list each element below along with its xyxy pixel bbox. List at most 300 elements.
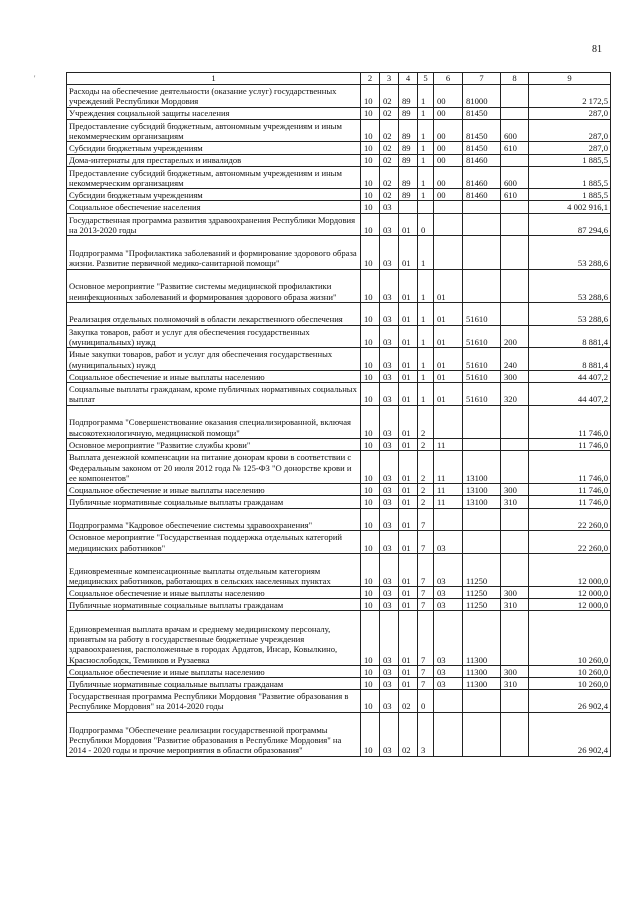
table-row	[67, 553, 611, 586]
row-code-cell: 03	[380, 599, 399, 611]
row-code-cell: 1	[418, 302, 434, 325]
row-name-cell: Основное мероприятие "Государственная поддержка отдельных категорий медицинских работников"	[67, 531, 361, 554]
row-code-cell	[501, 451, 529, 484]
row-amount-cell: 26 902,4	[529, 690, 611, 713]
row-code-cell: 01	[399, 302, 418, 325]
row-code-cell	[463, 236, 501, 269]
row-code-cell: 1	[418, 189, 434, 201]
row-name-cell: Единовременная выплата врачам и среднему медицинскому персоналу, принятым на работу в государственные бюджетные учреждения здравоохранения, расположенные в городах Ардатов, Инсар, Ковылкино, Краснослободск, Темников и Рузаевка	[67, 611, 361, 666]
row-code-cell: 01	[399, 438, 418, 450]
row-code-cell: 51610	[463, 302, 501, 325]
table-row	[67, 484, 611, 496]
row-code-cell: 10	[361, 587, 380, 599]
row-code-cell: 10	[361, 553, 380, 586]
column-header: 3	[380, 73, 399, 85]
row-code-cell: 10	[361, 405, 380, 438]
row-code-cell: 03	[434, 531, 463, 554]
row-code-cell: 1	[418, 382, 434, 405]
row-code-cell: 03	[380, 370, 399, 382]
table-body	[67, 85, 611, 757]
row-amount-cell: 1 885,5	[529, 189, 611, 201]
row-code-cell	[434, 508, 463, 531]
row-code-cell: 01	[434, 269, 463, 302]
row-code-cell: 10	[361, 370, 380, 382]
row-name-cell: Подпрограмма "Совершенствование оказания специализированной, включая высокотехнологичную, медицинской помощи"	[67, 405, 361, 438]
row-code-cell: 02	[399, 712, 418, 756]
row-code-cell: 600	[501, 166, 529, 189]
row-code-cell: 51610	[463, 325, 501, 348]
row-code-cell: 89	[399, 166, 418, 189]
row-code-cell: 10	[361, 508, 380, 531]
row-code-cell: 03	[434, 553, 463, 586]
row-amount-cell: 44 407,2	[529, 382, 611, 405]
column-header: 1	[67, 73, 361, 85]
row-name-cell: Социальное обеспечение населения	[67, 201, 361, 213]
row-code-cell: 01	[399, 213, 418, 236]
row-code-cell: 03	[434, 599, 463, 611]
row-code-cell: 01	[399, 370, 418, 382]
row-code-cell: 10	[361, 302, 380, 325]
row-code-cell: 13100	[463, 496, 501, 508]
row-code-cell	[501, 302, 529, 325]
table-row	[67, 587, 611, 599]
row-amount-cell: 53 288,6	[529, 236, 611, 269]
row-name-cell: Социальное обеспечение и иные выплаты населению	[67, 484, 361, 496]
row-code-cell: 10	[361, 236, 380, 269]
row-code-cell: 81460	[463, 154, 501, 166]
row-code-cell	[434, 690, 463, 713]
row-code-cell: 03	[380, 531, 399, 554]
row-code-cell: 03	[380, 213, 399, 236]
row-code-cell: 81000	[463, 85, 501, 108]
table-row	[67, 451, 611, 484]
row-code-cell: 2	[418, 451, 434, 484]
row-code-cell	[501, 438, 529, 450]
table-row	[67, 382, 611, 405]
column-header: 7	[463, 73, 501, 85]
row-amount-cell: 1 885,5	[529, 166, 611, 189]
row-code-cell: 1	[418, 142, 434, 154]
row-code-cell: 1	[418, 119, 434, 142]
row-code-cell: 3	[418, 712, 434, 756]
row-code-cell: 02	[380, 166, 399, 189]
row-code-cell: 01	[399, 531, 418, 554]
row-amount-cell: 1 885,5	[529, 154, 611, 166]
table-row	[67, 142, 611, 154]
row-name-cell: Социальные выплаты гражданам, кроме публичных нормативных социальных выплат	[67, 382, 361, 405]
row-code-cell: 0	[418, 213, 434, 236]
row-code-cell: 1	[418, 348, 434, 371]
row-code-cell: 01	[399, 553, 418, 586]
row-code-cell: 03	[380, 405, 399, 438]
row-code-cell: 7	[418, 599, 434, 611]
row-code-cell: 01	[399, 665, 418, 677]
row-amount-cell: 11 746,0	[529, 438, 611, 450]
row-code-cell	[434, 213, 463, 236]
row-code-cell: 11	[434, 451, 463, 484]
row-code-cell: 10	[361, 496, 380, 508]
row-code-cell: 11	[434, 484, 463, 496]
row-code-cell: 02	[380, 142, 399, 154]
row-code-cell	[434, 236, 463, 269]
table-row	[67, 107, 611, 119]
row-code-cell: 2	[418, 496, 434, 508]
row-code-cell	[434, 201, 463, 213]
row-code-cell: 200	[501, 325, 529, 348]
row-code-cell: 11250	[463, 553, 501, 586]
row-code-cell: 01	[399, 611, 418, 666]
row-code-cell: 02	[399, 690, 418, 713]
row-code-cell	[463, 269, 501, 302]
row-code-cell: 7	[418, 587, 434, 599]
row-code-cell: 01	[399, 587, 418, 599]
row-code-cell: 7	[418, 553, 434, 586]
row-code-cell: 10	[361, 269, 380, 302]
row-code-cell: 00	[434, 119, 463, 142]
column-header: 8	[501, 73, 529, 85]
row-name-cell: Расходы на обеспечение деятельности (оказание услуг) государственных учреждений Республики Мордовия	[67, 85, 361, 108]
row-code-cell: 01	[399, 325, 418, 348]
row-name-cell: Публичные нормативные социальные выплаты гражданам	[67, 496, 361, 508]
row-code-cell	[501, 405, 529, 438]
table-row	[67, 677, 611, 689]
row-code-cell: 89	[399, 189, 418, 201]
row-code-cell: 03	[380, 201, 399, 213]
row-code-cell: 10	[361, 201, 380, 213]
column-header: 6	[434, 73, 463, 85]
row-code-cell: 10	[361, 142, 380, 154]
row-code-cell: 300	[501, 665, 529, 677]
row-code-cell: 10	[361, 348, 380, 371]
row-name-cell: Социальное обеспечение и иные выплаты населению	[67, 587, 361, 599]
row-code-cell: 89	[399, 119, 418, 142]
row-code-cell: 01	[434, 325, 463, 348]
row-amount-cell: 12 000,0	[529, 553, 611, 586]
row-code-cell: 300	[501, 370, 529, 382]
row-amount-cell: 53 288,6	[529, 302, 611, 325]
row-code-cell: 11	[434, 438, 463, 450]
row-code-cell: 310	[501, 599, 529, 611]
row-code-cell: 10	[361, 189, 380, 201]
row-code-cell: 89	[399, 142, 418, 154]
row-name-cell: Предоставление субсидий бюджетным, автономным учреждениям и иным некоммерческим организациям	[67, 166, 361, 189]
row-amount-cell: 287,0	[529, 142, 611, 154]
row-code-cell: 00	[434, 85, 463, 108]
row-code-cell	[463, 690, 501, 713]
row-code-cell	[501, 213, 529, 236]
row-code-cell: 01	[399, 508, 418, 531]
row-code-cell: 03	[434, 587, 463, 599]
row-code-cell: 1	[418, 236, 434, 269]
row-code-cell: 10	[361, 599, 380, 611]
row-code-cell: 00	[434, 154, 463, 166]
row-amount-cell: 8 881,4	[529, 348, 611, 371]
row-code-cell: 300	[501, 587, 529, 599]
row-name-cell: Социальное обеспечение и иные выплаты населению	[67, 665, 361, 677]
row-code-cell: 10	[361, 484, 380, 496]
row-code-cell: 2	[418, 438, 434, 450]
row-code-cell: 03	[434, 665, 463, 677]
row-code-cell: 7	[418, 531, 434, 554]
table-row	[67, 405, 611, 438]
row-name-cell: Дома-интернаты для престарелых и инвалидов	[67, 154, 361, 166]
row-code-cell: 89	[399, 85, 418, 108]
row-code-cell: 10	[361, 677, 380, 689]
row-amount-cell: 53 288,6	[529, 269, 611, 302]
row-amount-cell: 2 172,5	[529, 85, 611, 108]
row-amount-cell: 22 260,0	[529, 508, 611, 531]
row-name-cell: Учреждения социальной защиты населения	[67, 107, 361, 119]
page-number: 81	[592, 44, 602, 55]
row-code-cell	[463, 531, 501, 554]
table-row	[67, 611, 611, 666]
row-name-cell: Закупка товаров, работ и услуг для обеспечения государственных (муниципальных) нужд	[67, 325, 361, 348]
row-code-cell: 01	[399, 484, 418, 496]
row-code-cell: 03	[380, 269, 399, 302]
row-amount-cell: 22 260,0	[529, 531, 611, 554]
row-code-cell: 610	[501, 142, 529, 154]
row-code-cell	[463, 405, 501, 438]
row-code-cell: 03	[380, 484, 399, 496]
row-code-cell: 00	[434, 166, 463, 189]
row-code-cell	[501, 508, 529, 531]
row-amount-cell: 12 000,0	[529, 599, 611, 611]
row-amount-cell: 287,0	[529, 119, 611, 142]
table-row	[67, 508, 611, 531]
row-code-cell: 7	[418, 508, 434, 531]
row-code-cell: 600	[501, 119, 529, 142]
row-code-cell: 10	[361, 438, 380, 450]
row-code-cell: 1	[418, 166, 434, 189]
table-row	[67, 531, 611, 554]
row-code-cell: 11300	[463, 611, 501, 666]
row-code-cell: 10	[361, 325, 380, 348]
row-code-cell: 81450	[463, 119, 501, 142]
row-code-cell	[501, 269, 529, 302]
row-code-cell	[463, 508, 501, 531]
row-amount-cell: 10 260,0	[529, 611, 611, 666]
row-name-cell: Подпрограмма "Обеспечение реализации государственной программы Республики Мордовия "Развитие образования в Республике Мордовия" на 2014 - 2020 годы и прочие мероприятия в области образования"	[67, 712, 361, 756]
row-name-cell: Субсидии бюджетным учреждениям	[67, 189, 361, 201]
row-amount-cell: 11 746,0	[529, 451, 611, 484]
row-code-cell: 11	[434, 496, 463, 508]
row-name-cell: Социальное обеспечение и иные выплаты населению	[67, 370, 361, 382]
table-row	[67, 370, 611, 382]
row-amount-cell: 87 294,6	[529, 213, 611, 236]
row-code-cell: 03	[380, 382, 399, 405]
row-code-cell: 01	[399, 405, 418, 438]
row-code-cell: 10	[361, 85, 380, 108]
row-code-cell	[434, 712, 463, 756]
row-code-cell: 10	[361, 166, 380, 189]
row-code-cell: 01	[399, 236, 418, 269]
row-code-cell: 02	[380, 107, 399, 119]
row-name-cell: Субсидии бюджетным учреждениям	[67, 142, 361, 154]
table-row	[67, 690, 611, 713]
row-code-cell: 81450	[463, 142, 501, 154]
row-code-cell: 310	[501, 677, 529, 689]
row-name-cell: Подпрограмма "Профилактика заболеваний и формирование здорового образа жизни. Развитие первичной медико-санитарной помощи"	[67, 236, 361, 269]
scan-mark: '	[34, 74, 36, 83]
row-code-cell: 1	[418, 154, 434, 166]
table-row	[67, 119, 611, 142]
row-code-cell: 03	[380, 611, 399, 666]
row-name-cell: Предоставление субсидий бюджетным, автономным учреждениям и иным некоммерческим организациям	[67, 119, 361, 142]
row-code-cell: 11250	[463, 599, 501, 611]
row-code-cell: 03	[380, 553, 399, 586]
row-code-cell	[463, 201, 501, 213]
row-name-cell: Иные закупки товаров, работ и услуг для обеспечения государственных (муниципальных) нужд	[67, 348, 361, 371]
row-code-cell: 2	[418, 484, 434, 496]
row-code-cell: 02	[380, 189, 399, 201]
row-name-cell: Единовременные компенсационные выплаты отдельным категориям медицинских работников, работающих в сельских населенных пунктах	[67, 553, 361, 586]
row-amount-cell: 8 881,4	[529, 325, 611, 348]
row-code-cell: 51610	[463, 382, 501, 405]
row-code-cell: 01	[434, 302, 463, 325]
row-code-cell: 89	[399, 107, 418, 119]
row-code-cell: 01	[434, 348, 463, 371]
row-code-cell: 10	[361, 531, 380, 554]
budget-table	[66, 72, 611, 757]
table-row	[67, 201, 611, 213]
table-row	[67, 438, 611, 450]
column-header: 4	[399, 73, 418, 85]
table-row	[67, 269, 611, 302]
row-code-cell: 11300	[463, 665, 501, 677]
row-name-cell: Основное мероприятие "Развитие службы крови"	[67, 438, 361, 450]
row-code-cell	[463, 438, 501, 450]
table-row	[67, 154, 611, 166]
row-code-cell	[501, 154, 529, 166]
row-code-cell: 13100	[463, 484, 501, 496]
row-code-cell: 310	[501, 496, 529, 508]
row-code-cell: 1	[418, 325, 434, 348]
row-code-cell: 00	[434, 107, 463, 119]
table-row	[67, 213, 611, 236]
row-code-cell: 01	[399, 677, 418, 689]
row-code-cell: 01	[399, 382, 418, 405]
row-code-cell: 03	[380, 325, 399, 348]
table-row	[67, 496, 611, 508]
row-code-cell	[501, 611, 529, 666]
table-row	[67, 236, 611, 269]
row-code-cell: 03	[434, 677, 463, 689]
row-code-cell: 51610	[463, 370, 501, 382]
row-code-cell: 03	[380, 587, 399, 599]
row-code-cell: 10	[361, 665, 380, 677]
row-code-cell	[501, 712, 529, 756]
row-code-cell: 7	[418, 665, 434, 677]
row-code-cell: 03	[380, 665, 399, 677]
row-code-cell: 03	[380, 438, 399, 450]
row-name-cell: Выплата денежной компенсации на питание донорам крови в соответствии с Федеральным законом от 20 июля 2012 года № 125-ФЗ "О донорстве крови и ее компонентов"	[67, 451, 361, 484]
row-amount-cell: 11 746,0	[529, 496, 611, 508]
row-code-cell: 0	[418, 690, 434, 713]
row-amount-cell: 44 407,2	[529, 370, 611, 382]
row-code-cell: 03	[434, 611, 463, 666]
row-name-cell: Подпрограмма "Кадровое обеспечение системы здравоохранения"	[67, 508, 361, 531]
row-code-cell	[501, 107, 529, 119]
row-code-cell: 10	[361, 611, 380, 666]
row-code-cell: 81450	[463, 107, 501, 119]
row-code-cell	[501, 85, 529, 108]
table-row	[67, 599, 611, 611]
row-code-cell	[501, 236, 529, 269]
row-code-cell: 03	[380, 508, 399, 531]
row-name-cell: Основное мероприятие "Развитие системы медицинской профилактики неинфекционных заболеваний и формирования здорового образа жизни"	[67, 269, 361, 302]
row-code-cell: 10	[361, 690, 380, 713]
row-code-cell: 11300	[463, 677, 501, 689]
row-amount-cell: 12 000,0	[529, 587, 611, 599]
row-code-cell: 00	[434, 142, 463, 154]
row-name-cell: Публичные нормативные социальные выплаты гражданам	[67, 599, 361, 611]
row-code-cell: 02	[380, 119, 399, 142]
row-code-cell: 1	[418, 85, 434, 108]
row-code-cell: 10	[361, 107, 380, 119]
row-code-cell: 03	[380, 690, 399, 713]
row-code-cell: 02	[380, 85, 399, 108]
row-code-cell: 300	[501, 484, 529, 496]
row-code-cell: 610	[501, 189, 529, 201]
column-header: 9	[529, 73, 611, 85]
row-code-cell: 7	[418, 677, 434, 689]
row-code-cell: 51610	[463, 348, 501, 371]
row-code-cell	[418, 201, 434, 213]
row-code-cell: 03	[380, 496, 399, 508]
row-code-cell	[501, 690, 529, 713]
row-amount-cell: 10 260,0	[529, 665, 611, 677]
row-amount-cell: 11 746,0	[529, 405, 611, 438]
row-code-cell: 81460	[463, 189, 501, 201]
row-code-cell: 10	[361, 712, 380, 756]
table-row	[67, 325, 611, 348]
column-header: 5	[418, 73, 434, 85]
column-header: 2	[361, 73, 380, 85]
row-code-cell: 01	[399, 496, 418, 508]
row-code-cell: 01	[399, 451, 418, 484]
row-code-cell: 7	[418, 611, 434, 666]
row-code-cell: 01	[399, 348, 418, 371]
row-amount-cell: 11 746,0	[529, 484, 611, 496]
row-code-cell	[463, 213, 501, 236]
table-row	[67, 189, 611, 201]
row-name-cell: Государственная программа развития здравоохранения Республики Мордовия на 2013-2020 годы	[67, 213, 361, 236]
row-code-cell: 01	[399, 269, 418, 302]
row-code-cell: 03	[380, 712, 399, 756]
table-row	[67, 166, 611, 189]
row-code-cell: 03	[380, 348, 399, 371]
table-row	[67, 302, 611, 325]
row-code-cell: 240	[501, 348, 529, 371]
row-code-cell: 01	[399, 599, 418, 611]
row-code-cell	[434, 405, 463, 438]
row-name-cell: Государственная программа Республики Мордовия "Развитие образования в Республике Мордовия" на 2014-2020 годы	[67, 690, 361, 713]
row-code-cell: 81460	[463, 166, 501, 189]
table-row	[67, 85, 611, 108]
row-amount-cell: 10 260,0	[529, 677, 611, 689]
row-code-cell: 03	[380, 236, 399, 269]
row-code-cell: 11250	[463, 587, 501, 599]
table-row	[67, 665, 611, 677]
row-code-cell: 10	[361, 382, 380, 405]
row-code-cell: 10	[361, 119, 380, 142]
row-code-cell: 01	[434, 382, 463, 405]
row-code-cell: 89	[399, 154, 418, 166]
row-code-cell: 00	[434, 189, 463, 201]
table-row	[67, 712, 611, 756]
row-code-cell: 03	[380, 451, 399, 484]
row-code-cell: 320	[501, 382, 529, 405]
